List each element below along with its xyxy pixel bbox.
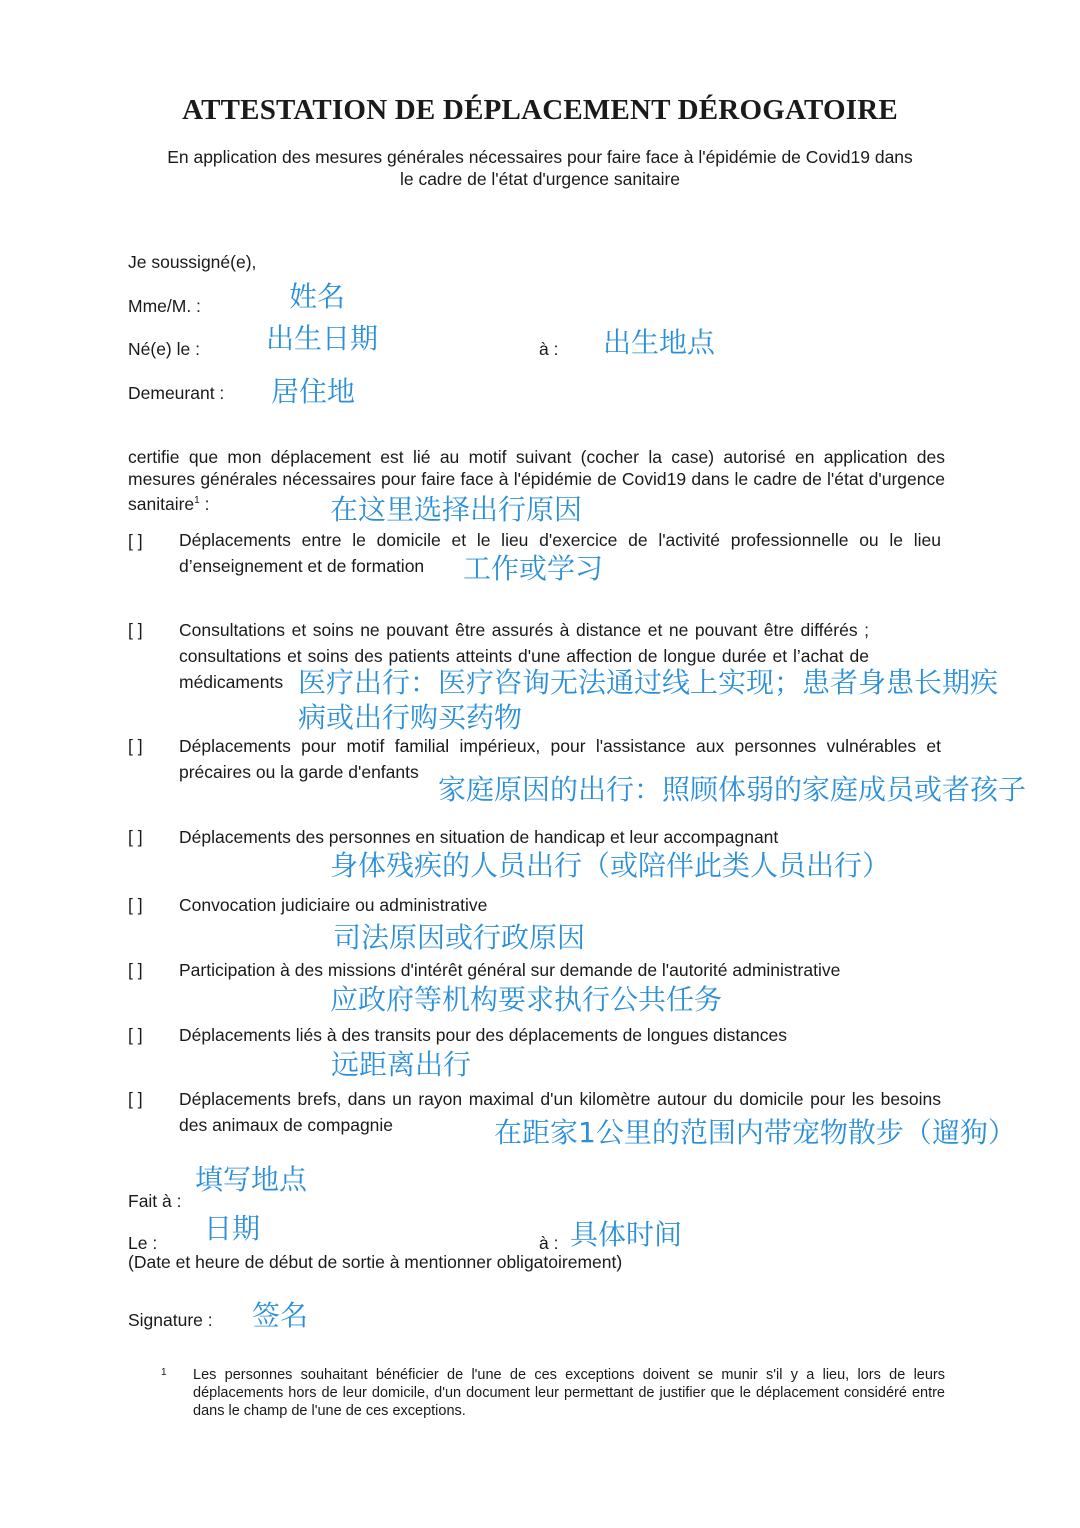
place-annotation: 填写地点	[195, 1163, 308, 1196]
option-text-1: Déplacements entre le domicile et le lieu d'exercice de l'activité professionnelle ou le lieu d’enseignement et de formation	[179, 530, 941, 576]
birthdate-label: Né(e) le :	[128, 339, 200, 359]
option-annotation-8: 在距家1公里的范围内带宠物散步（遛狗）	[494, 1116, 1016, 1149]
fait-a-label: Fait à :	[128, 1191, 182, 1211]
option-annotation-7: 远距离出行	[331, 1048, 472, 1081]
soussigne-text: Je soussigné(e),	[128, 252, 257, 272]
option-text-3: Déplacements pour motif familial impérieux, pour l'assistance aux personnes vulnérables et précaires ou la garde d'enfants	[179, 736, 941, 782]
checkbox-2[interactable]: [ ]	[128, 620, 143, 640]
checkbox-5[interactable]: [ ]	[128, 895, 143, 915]
option-annotation-2b: 病或出行购买药物	[298, 701, 523, 734]
birthplace-annotation: 出生地点	[603, 326, 716, 359]
le-label: Le :	[128, 1233, 158, 1253]
signature-label: Signature :	[128, 1310, 213, 1330]
footnote-ref: 1	[194, 495, 200, 506]
name-label: Mme/M. :	[128, 296, 201, 316]
address-label: Demeurant :	[128, 383, 225, 403]
option-annotation-2a: 医疗出行：医疗咨询无法通过线上实现；患者身患长期疾	[298, 666, 999, 699]
checkbox-7[interactable]: [ ]	[128, 1025, 143, 1045]
checkbox-6[interactable]: [ ]	[128, 960, 143, 980]
document-title: ATTESTATION DE DÉPLACEMENT DÉROGATOIRE	[182, 94, 898, 126]
signature-annotation: 签名	[252, 1299, 309, 1332]
option-text-6: Participation à des missions d'intérêt général sur demande de l'autorité administrative	[179, 960, 841, 980]
birthplace-label: à :	[539, 339, 559, 359]
footnote-number: 1	[161, 1367, 167, 1378]
name-annotation: 姓名	[289, 280, 346, 313]
option-text-4: Déplacements des personnes en situation de handicap et leur accompagnant	[179, 827, 779, 847]
subtitle-line-2: le cadre de l'état d'urgence sanitaire	[399, 169, 681, 189]
address-annotation: 居住地	[271, 375, 356, 408]
option-annotation-1: 工作或学习	[463, 552, 604, 585]
document-subtitle	[110, 146, 970, 190]
option-text-7: Déplacements liés à des transits pour des déplacements de longues distances	[179, 1025, 787, 1045]
option-annotation-4: 身体残疾的人员出行（或陪伴此类人员出行）	[330, 849, 891, 882]
date-annotation: 日期	[204, 1212, 261, 1245]
checkbox-4[interactable]: [ ]	[128, 827, 143, 847]
time-label: à :	[539, 1233, 559, 1253]
option-annotation-5: 司法原因或行政原因	[333, 921, 586, 954]
certify-annotation: 在这里选择出行原因	[330, 493, 583, 526]
checkbox-3[interactable]: [ ]	[128, 736, 143, 756]
option-annotation-3: 家庭原因的出行：照顾体弱的家庭成员或者孩子	[438, 773, 1027, 806]
option-text-8: Déplacements brefs, dans un rayon maximal d'un kilomètre autour du domicile pour les besoins des animaux de compagnie	[179, 1089, 941, 1135]
option-text-5: Convocation judiciaire ou administrative	[179, 895, 488, 915]
checkbox-1[interactable]: [ ]	[128, 531, 143, 551]
subtitle-line-1: En application des mesures générales nécessaires pour faire face à l'épidémie de Covid19 dans	[167, 147, 913, 167]
birthdate-annotation: 出生日期	[266, 322, 379, 355]
option-annotation-6: 应政府等机构要求执行公共任务	[330, 983, 723, 1016]
certify-text: certifie que mon déplacement est lié au motif suivant (cocher la case) autorisé en application des mesures générales nécessaires pour faire face à l'épidémie de Covid19 dans le cadre de l'état d'urgence sanitaire	[128, 447, 945, 514]
date-hint: (Date et heure de début de sortie à mentionner obligatoirement)	[128, 1252, 623, 1272]
time-annotation: 具体时间	[570, 1218, 683, 1251]
option-text-2: Consultations et soins ne pouvant être assurés à distance et ne pouvant être différés ; consultations et soins des patients atteints d'une affection de longue durée et l’achat de médicaments	[179, 620, 869, 692]
certify-colon: :	[199, 493, 210, 514]
checkbox-8[interactable]: [ ]	[128, 1089, 143, 1109]
footnote-text: Les personnes souhaitant bénéficier de l'une de ces exceptions doivent se munir s'il y a lieu, lors de leurs déplacements hors de leur domicile, d'un document leur permettant de justifier que le déplacement considéré entre dans le champ de l'une de ces exceptions.	[193, 1367, 945, 1419]
